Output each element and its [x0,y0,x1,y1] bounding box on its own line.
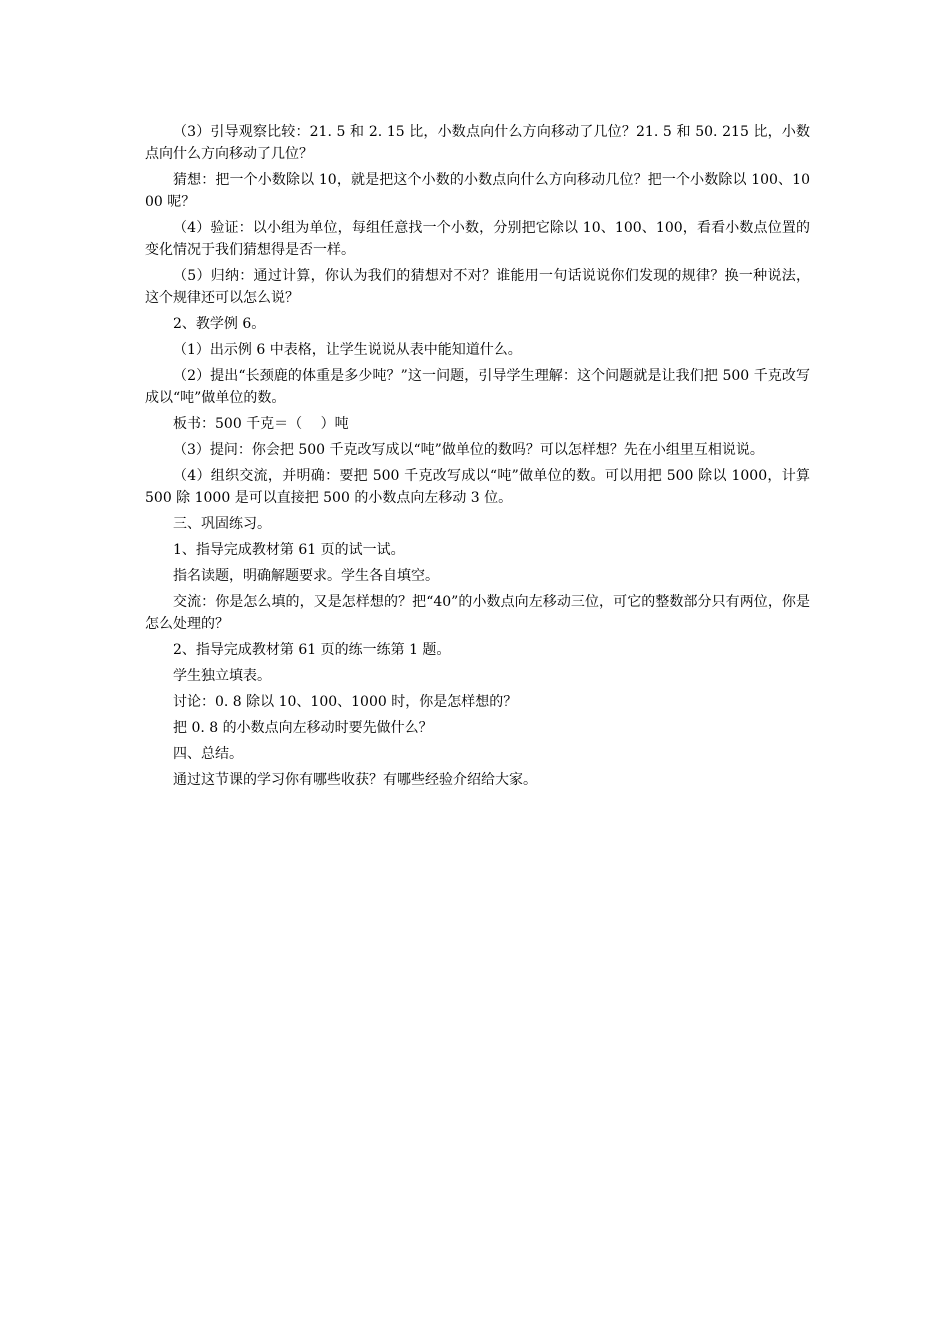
section-heading-practice: 三、巩固练习。 [173,516,271,532]
paragraph-read-problem: 指名读题，明确解题要求。学生各自填空。 [173,568,439,584]
section-heading-example-6: 2、教学例 6。 [173,316,266,332]
paragraph-board-writing: 板书：500 千克＝（ ）吨 [173,416,349,432]
paragraph-observe-compare: （3）引导观察比较：21. 5 和 2. 15 比，小数点向什么方向移动了几位？21. 5 和 50. 215 比，小数点向什么方向移动了几位？ [145,124,810,162]
paragraph-show-table: （1）出示例 6 中表格，让学生说说从表中能知道什么。 [173,342,522,358]
paragraph-try-it: 1、指导完成教材第 61 页的试一试。 [173,542,405,558]
paragraph-summarize-rule: （5）归纳：通过计算，你认为我们的猜想对不对？谁能用一句话说说你们发现的规律？换一种说法，这个规律还可以怎么说？ [145,268,810,306]
paragraph-exchange: 交流：你是怎么填的，又是怎样想的？把“40”的小数点向左移动三位，可它的整数部分只有两位，你是怎么处理的？ [145,594,810,632]
paragraph-verify: （4）验证：以小组为单位，每组任意找一个小数，分别把它除以 10、100、100，看看小数点位置的变化情况于我们猜想得是否一样。 [145,220,810,258]
paragraph-ask-question: （3）提问：你会把 500 千克改写成以“吨”做单位的数吗？可以怎样想？先在小组里互相说说。 [173,442,764,458]
paragraph-move-decimal: 把 0. 8 的小数点向左移动时要先做什么？ [173,720,433,736]
paragraph-giraffe-question: （2）提出“长颈鹿的体重是多少吨？”这一问题，引导学生理解：这个问题就是让我们把 500 千克改写成以“吨”做单位的数。 [145,368,810,406]
section-heading-summary: 四、总结。 [173,746,243,762]
paragraph-practice-1: 2、指导完成教材第 61 页的练一练第 1 题。 [173,642,451,658]
paragraph-gains: 通过这节课的学习你有哪些收获？有哪些经验介绍给大家。 [173,772,537,788]
paragraph-guess: 猜想：把一个小数除以 10，就是把这个小数的小数点向什么方向移动几位？把一个小数除以 100、1000 呢？ [145,172,810,210]
paragraph-discuss: 讨论：0. 8 除以 10、100、1000 时，你是怎样想的？ [173,694,518,710]
document-body [145,121,810,795]
paragraph-fill-table: 学生独立填表。 [173,668,271,684]
paragraph-organize-discussion: （4）组织交流，并明确：要把 500 千克改写成以“吨”做单位的数。可以用把 500 除以 1000，计算 500 除 1000 是可以直接把 500 的小数点向左移动 3 位。 [145,468,810,506]
